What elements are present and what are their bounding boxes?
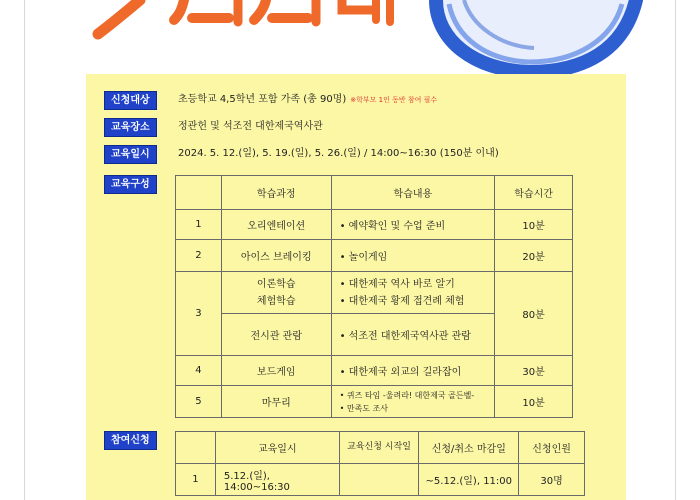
row-course: 마무리 [221, 386, 331, 418]
date-text: 2024. 5. 12.(일), 5. 19.(일), 5. 26.(일) / 14:00~16:30 (150분 이내) [178, 148, 499, 159]
content-quiz: • 퀴즈 타임 -울려라! 대한제국 골든벨- [339, 390, 475, 400]
table-row [176, 356, 573, 386]
apply-label: 참여신청 [104, 431, 157, 450]
app-header-start: 교육신청 시작일 [339, 432, 419, 464]
brush-title-art [24, 0, 676, 78]
header-time: 학습시간 [495, 176, 573, 210]
table-row [176, 272, 573, 314]
row-no: 3 [176, 272, 222, 356]
row-time: 10분 [495, 210, 573, 240]
row-course: 보드게임 [221, 356, 331, 386]
row-content: • 놀이게임 [331, 240, 495, 272]
row-content [331, 272, 495, 314]
curriculum-header-row [176, 176, 573, 210]
app-row-deadline: ~5.12.(일), 11:00 [419, 464, 519, 496]
app-row-start [339, 464, 419, 496]
row-course: 오리엔테이션 [221, 210, 331, 240]
course-theory: 이론학습 [256, 278, 296, 290]
row-course [221, 272, 331, 314]
table-row [176, 240, 573, 272]
app-row-no: 1 [176, 464, 216, 496]
row-no: 1 [176, 210, 222, 240]
app-row-date: 5.12.(일), 14:00~16:30 [215, 464, 339, 496]
target-text [178, 91, 437, 109]
row-no: 4 [176, 356, 222, 386]
row-time: 10분 [495, 386, 573, 418]
application-table [175, 431, 585, 496]
header-content: 학습내용 [331, 176, 495, 210]
row-content: • 예약확인 및 수업 준비 [331, 210, 495, 240]
content-history: • 대한제국 역사 바로 알기 [339, 278, 455, 290]
target-label: 신청대상 [104, 91, 157, 110]
app-header-deadline: 신청/취소 마감일 [419, 432, 519, 464]
curriculum-table [175, 175, 573, 418]
app-header-date: 교육일시 [215, 432, 339, 464]
place-text: 정관헌 및 석조전 대한제국역사관 [178, 121, 323, 132]
app-header-no [176, 432, 216, 464]
target-value: 초등학교 4,5학년 포함 가족 (총 90명) [178, 94, 347, 105]
header-art [24, 0, 676, 78]
place-label: 교육장소 [104, 118, 157, 137]
application-header-row [176, 432, 585, 464]
row-time: 80분 [495, 272, 573, 356]
header-no [176, 176, 222, 210]
row-content [331, 386, 495, 418]
row-no: 2 [176, 240, 222, 272]
row-no: 5 [176, 386, 222, 418]
table-row [176, 464, 585, 496]
composition-label: 교육구성 [104, 175, 157, 194]
row-course: 전시관 관람 [221, 314, 331, 356]
header-course: 학습과정 [221, 176, 331, 210]
table-row [176, 210, 573, 240]
row-course: 아이스 브레이킹 [221, 240, 331, 272]
content-survey: • 만족도 조사 [339, 403, 389, 413]
table-row [176, 386, 573, 418]
row-content: • 대한제국 외교의 길라잡이 [331, 356, 495, 386]
content-audience: • 대한제국 황제 접견례 체험 [339, 295, 465, 307]
row-content: • 석조전 대한제국역사관 관람 [331, 314, 495, 356]
app-row-count: 30명 [519, 464, 585, 496]
date-label: 교육일시 [104, 145, 157, 164]
row-time: 20분 [495, 240, 573, 272]
row-time: 30분 [495, 356, 573, 386]
app-header-count: 신청인원 [519, 432, 585, 464]
course-experience: 체험학습 [256, 295, 296, 307]
blue-brush-circle [436, 0, 636, 72]
target-note: ※학부모 1인 동반 참여 필수 [350, 96, 438, 104]
